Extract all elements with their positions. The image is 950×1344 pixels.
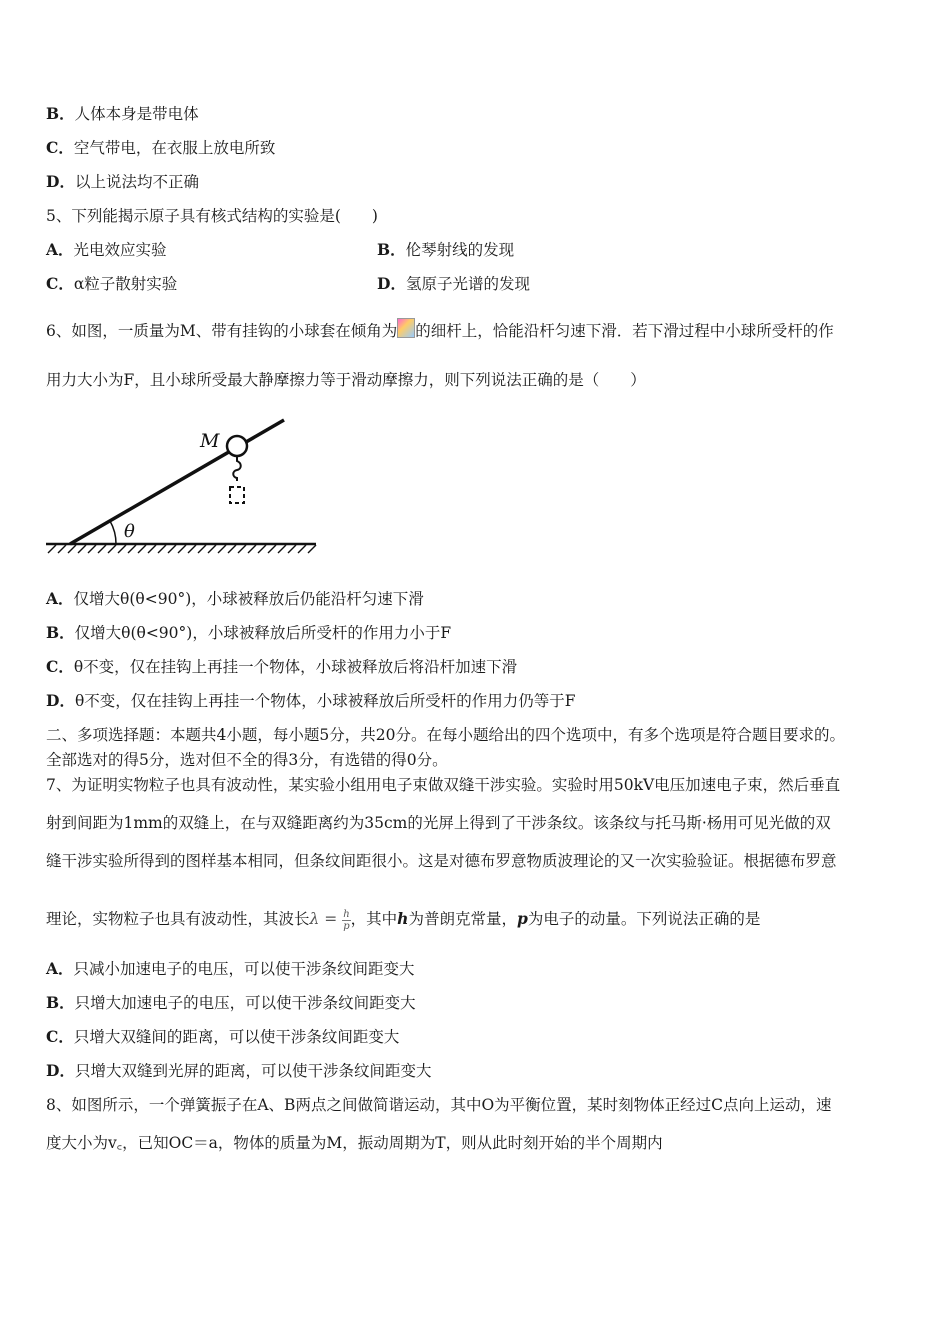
option-label: D． — [377, 274, 406, 293]
q7-stem-line3: 缝干涉实验所得到的图样基本相同，但条纹间距很小。这是对德布罗意物质波理论的又一次实验验证。根据德布罗意 — [46, 852, 837, 870]
option-text: 氢原子光谱的发现 — [405, 275, 530, 293]
option-text: 仅增大θ(θ<90°)，小球被释放后仍能沿杆匀速下滑 — [73, 590, 424, 608]
angle-arc — [110, 521, 116, 544]
option-label: A． — [46, 959, 74, 978]
option-label: C． — [46, 274, 74, 293]
option-label: D． — [46, 691, 75, 710]
q7-line4-d: 为电子的动量。下列说法正确的是 — [527, 910, 761, 928]
q6-stem-line1 — [46, 318, 834, 341]
q5-option-c — [46, 272, 177, 294]
option-text: 只增大双缝到光屏的距离，可以使干涉条纹间距变大 — [74, 1062, 432, 1080]
option-text: 光电效应实验 — [73, 241, 167, 259]
symbol-p: p — [516, 909, 528, 928]
q6-option-b — [46, 621, 451, 643]
ball — [227, 436, 247, 456]
section2-heading-line2: 全部选对的得5分，选对但不全的得3分，有选错的得0分。 — [46, 751, 448, 769]
q7-stem-line2: 射到间距为1mm的双缝上，在与双缝距离约为35cm的光屏上得到了干涉条纹。该条纹与托马斯·杨用可见光做的双 — [46, 814, 831, 832]
q5-option-a — [46, 238, 167, 260]
fraction-numerator: h — [343, 908, 350, 920]
option-label: C． — [46, 138, 74, 157]
option-text: 空气带电，在衣服上放电所致 — [73, 139, 276, 157]
option-label: D． — [46, 172, 75, 191]
wavelength-fraction — [342, 909, 350, 932]
option-label: B． — [46, 993, 75, 1012]
q4-option-b — [46, 102, 199, 124]
formula-lhs: λ = — [309, 910, 338, 928]
mass-label: M — [200, 430, 220, 452]
q6-stem-part2: 的细杆上，恰能沿杆匀速下滑．若下滑过程中小球所受杆的作 — [415, 322, 834, 340]
q6-option-d — [46, 689, 576, 711]
incline-rod-figure — [44, 415, 324, 565]
option-label: A． — [46, 589, 74, 608]
q8-stem-line1: 8、如图所示，一个弹簧振子在A、B两点之间做简谐运动，其中O为平衡位置，某时刻物体正经过C点向上运动，速 — [46, 1096, 832, 1114]
inclined-rod — [70, 420, 284, 544]
option-text: 只增大双缝间的距离，可以使干涉条纹间距变大 — [73, 1028, 400, 1046]
broken-image-icon — [397, 318, 415, 338]
hook — [233, 456, 241, 481]
q7-line4-b: ，其中 — [350, 910, 398, 928]
q6-option-c — [46, 655, 517, 677]
option-text: 仅增大θ(θ<90°)，小球被释放后所受杆的作用力小于F — [74, 624, 452, 642]
option-text: 以上说法均不正确 — [74, 173, 199, 191]
q7-option-b — [46, 991, 416, 1013]
option-label: B． — [377, 240, 406, 259]
q8-stem-line2: 度大小为v꜀，已知OC＝a，物体的质量为M，振动周期为T，则从此时刻开始的半个周期内 — [46, 1134, 663, 1152]
q7-option-c — [46, 1025, 399, 1047]
q4-option-d — [46, 170, 199, 192]
option-label: B． — [46, 104, 75, 123]
option-label: A． — [46, 240, 74, 259]
q5-stem: 5、下列能揭示原子具有核式结构的实验是( ) — [46, 207, 378, 225]
q5-option-b — [377, 238, 514, 260]
option-label: B． — [46, 623, 75, 642]
q6-stem-part1: 6、如图，一质量为M、带有挂钩的小球套在倾角为 — [46, 322, 398, 340]
option-label: C． — [46, 657, 74, 676]
option-text: θ不变，仅在挂钩上再挂一个物体，小球被释放后将沿杆加速下滑 — [73, 658, 518, 676]
fraction-denominator: p — [343, 920, 350, 932]
option-text: 伦琴射线的发现 — [405, 241, 515, 259]
ground-hatch — [48, 545, 316, 553]
option-text: 只减小加速电子的电压，可以使干涉条纹间距变大 — [73, 960, 415, 978]
option-text: 人体本身是带电体 — [74, 105, 199, 123]
option-text: 只增大加速电子的电压，可以使干涉条纹间距变大 — [74, 994, 416, 1012]
symbol-h: h — [397, 909, 409, 928]
q7-line4-c: 为普朗克常量， — [408, 910, 517, 928]
option-text: θ不变，仅在挂钩上再挂一个物体，小球被释放后所受杆的作用力仍等于F — [74, 692, 576, 710]
q4-option-c — [46, 136, 275, 158]
option-text: α粒子散射实验 — [73, 275, 178, 293]
q6-stem-line2: 用力大小为F，且小球所受最大静摩擦力等于滑动摩擦力，则下列说法正确的是（ ） — [46, 371, 646, 389]
q7-option-a — [46, 957, 415, 979]
q5-option-d — [377, 272, 530, 294]
section2-heading-line1: 二、多项选择题：本题共4小题，每小题5分，共20分。在每小题给出的四个选项中，有多个选项是符合题目要求的。 — [46, 726, 845, 744]
option-label: C． — [46, 1027, 74, 1046]
q7-stem-line1: 7、为证明实物粒子也具有波动性，某实验小组用电子束做双缝干涉实验。实验时用50kV电压加速电子束，然后垂直 — [46, 776, 841, 794]
q6-option-a — [46, 587, 424, 609]
q7-stem-line4 — [46, 907, 760, 932]
q7-option-d — [46, 1059, 431, 1081]
dashed-weight — [230, 487, 244, 503]
angle-label: θ — [124, 521, 135, 542]
option-label: D． — [46, 1061, 75, 1080]
q7-line4-a: 理论，实物粒子也具有波动性，其波长 — [46, 910, 310, 928]
